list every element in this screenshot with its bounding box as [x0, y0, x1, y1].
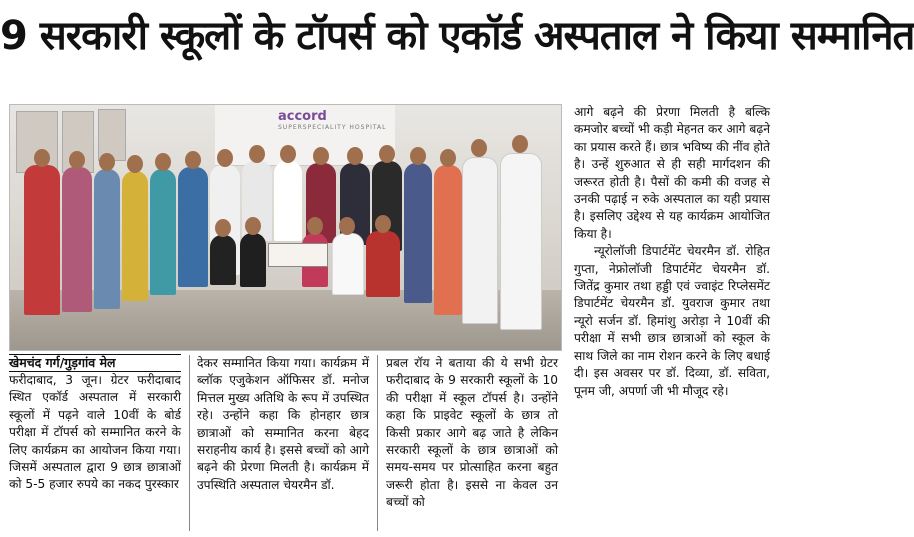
person [178, 167, 208, 287]
person-head [215, 219, 231, 237]
student [366, 231, 400, 297]
student [240, 233, 266, 287]
person-head [34, 149, 50, 167]
person-head [245, 217, 261, 235]
person-head [471, 139, 487, 157]
person-head [69, 151, 85, 169]
paragraph: आगे बढ़ने की प्रेरणा मिलती है बल्कि कमजोर बच्चों भी कड़ी मेहनत कर आगे बढ़ने का प्रयास करते हैं। छात्र भविष्य की नींव होते है। उन्हें शुरुआत से ही सही मार्गदशन की जरूरत होती है। पैसों की कमी की वजह से उनकी पढ़ाई न रुके अस्पताल का यही प्रयास है। इसलिए उद्देश्य से यह कार्यक्रम आयोजित किया है। [574, 105, 770, 241]
prize-cheque [268, 243, 328, 267]
paragraph: फरीदाबाद, 3 जून। ग्रेटर फरीदाबाद स्थित एकॉर्ड अस्पताल में सरकारी स्कूलों में पढ़ने वाले 10वीं के बोर्ड परीक्षा में टॉपर्स को सम्मानित करने के लिए कार्यक्रम का आयोजन किया गया। जिसमें अस्पताल द्वारा 9 छात्र छात्राओं को 5-5 हजार रुपये का नकद पुरस्कार [9, 373, 181, 492]
person [404, 163, 432, 303]
person-head [379, 145, 395, 163]
person [24, 165, 60, 315]
paragraph: देकर सम्मानित किया गया। कार्यक्रम में ब्लॉक एजुकेशन ऑफिसर डॉ. मनोज मित्तल मुख्य अतिथि के रूप में उपस्थित रहे। उन्होंने कहा कि होनहार छात्र छात्राओं को सम्मानित करना बेहद सराहनीय कार्य है। इससे बच्चों को आगे बढ़ने की प्रेरणा मिलती है। कार्यक्रम में उपस्थिति अस्पताल चेयरमैन डॉ. [197, 356, 369, 492]
person [500, 153, 542, 330]
person [94, 169, 120, 309]
hospital-logo: accord SUPERSPECIALITY HOSPITAL [278, 109, 387, 131]
person [150, 169, 176, 295]
article-column-4 [574, 104, 770, 400]
student [210, 235, 236, 285]
paragraph: प्रबल रॉय ने बताया की ये सभी ग्रेटर फरीदाबाद के 9 सरकारी स्कूलों के 10 की परीक्षा में स्कूल टॉपर्स है। उन्होंने कहा कि प्राइवेट स्कूलों के छात्र तो किसी प्रकार आगे बढ़ जाते है लेकिन सरकारी स्कूलों के छात्र छात्राओं को समय-समय पर प्रोत्साहित करना बहुत जरूरी होता है। इससे ना केवल उन बच्चों को [386, 356, 558, 510]
person-head [127, 155, 143, 173]
byline: खेमचंद गर्ग/गुड़गांव मेल [9, 354, 181, 372]
person [434, 165, 462, 315]
news-photo [9, 104, 562, 351]
person-head [217, 149, 233, 167]
person-head [280, 145, 296, 163]
article-column-3 [386, 355, 558, 512]
person-head [347, 147, 363, 165]
person-head [339, 217, 355, 235]
person-head [512, 135, 528, 153]
person-head [375, 215, 391, 233]
paragraph: न्यूरोलॉजी डिपार्टमेंट चेयरमैन डॉ. रोहित गुप्ता, नेफ्रोलॉजी डिपार्टमेंट चेयरमैन डॉ. जितेंद्र कुमार तथा हड्डी एवं ज्वाइंट रिप्लेसमेंट डिपार्टमेंट चेयरमैन डॉ. युवराज कुमार तथा न्यूरो सर्जन डॉ. हिमांशु अरोड़ा ने 10वीं की परीक्षा में सभी छात्र छात्राओं को स्कूल के साथ जिले का नाम रोशन करने के लिए बधाई दी। इस अवसर पर डॉ. दिव्या, डॉ. सविता, पूनम जी, अपर्णा जी भी मौजूद रहे। [574, 244, 770, 398]
student [332, 233, 364, 295]
article-column-1 [9, 354, 181, 494]
person [122, 171, 148, 301]
person-head [155, 153, 171, 171]
person-head [99, 153, 115, 171]
person [274, 161, 302, 241]
person-head [185, 151, 201, 169]
column-divider [377, 355, 378, 531]
headline: 9 सरकारी स्कूलों के टॉपर्स को एकॉर्ड अस्पताल ने किया सम्मानित [0, 13, 914, 59]
person-head [313, 147, 329, 165]
person-head [307, 217, 323, 235]
column-divider [189, 355, 190, 531]
person [62, 167, 92, 312]
person-head [249, 145, 265, 163]
article-column-2 [197, 355, 369, 494]
person-head [440, 149, 456, 167]
person-head [410, 147, 426, 165]
person [462, 157, 498, 324]
